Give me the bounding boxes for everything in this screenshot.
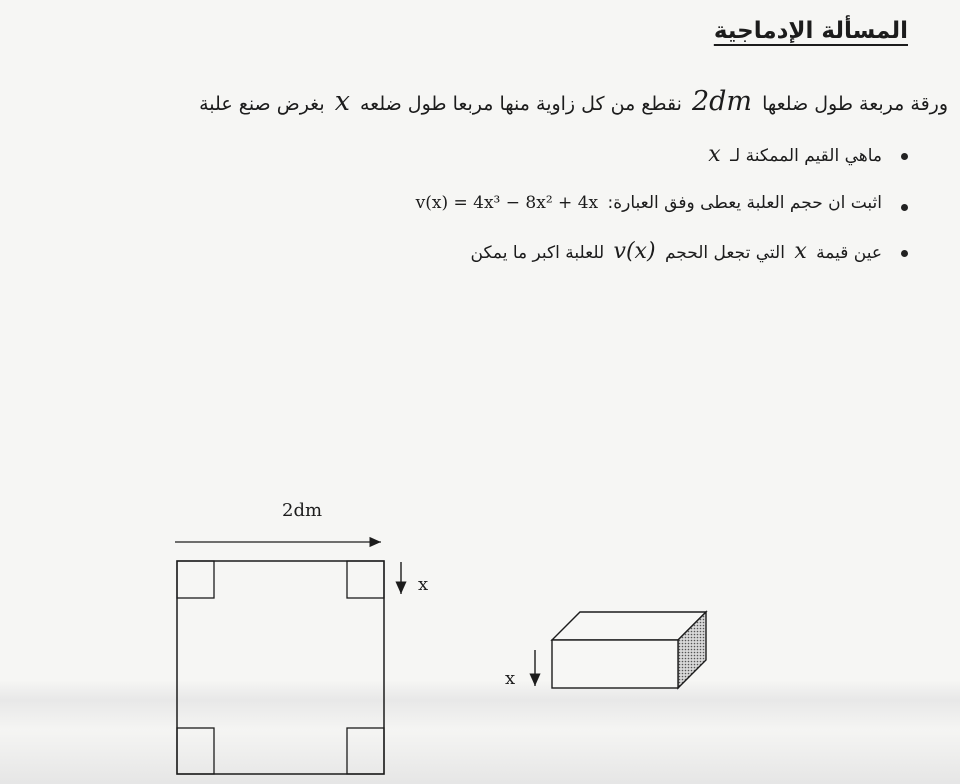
- question-3-text-middle: التي تجعل الحجم: [664, 243, 785, 263]
- volume-formula: v(x) = 4x³ − 8x² + 4x: [415, 193, 599, 213]
- square-sheet-diagram: [175, 500, 428, 774]
- corner-cut-top-left: [177, 561, 214, 598]
- statement-part-2: نقطع من كل زاوية منها مربعا طول ضلعه: [359, 93, 682, 115]
- width-label: 2dm: [282, 500, 323, 521]
- question-1-text: ماهي القيم الممكنة لـ: [730, 146, 882, 166]
- statement-part-3: بغرض صنع علبة: [199, 93, 325, 115]
- problem-title: المسألة الإدماجية: [713, 18, 908, 44]
- open-box-diagram: [505, 612, 706, 689]
- corner-cut-bottom-right: [347, 728, 384, 774]
- box-front-face: [552, 640, 678, 688]
- box-height-label: x: [505, 668, 516, 689]
- variable-x-math: x: [334, 86, 350, 117]
- side-length-math: 2dm: [691, 86, 753, 117]
- question-3-math-vx: v(x): [613, 239, 656, 264]
- square-outline: [177, 561, 384, 774]
- corner-cut-bottom-left: [177, 728, 214, 774]
- question-3-text-before: عين قيمة: [816, 243, 882, 263]
- statement-part-1: ورقة مربعة طول ضلعها: [762, 93, 948, 115]
- question-1-math: x: [708, 142, 721, 167]
- cut-label: x: [418, 574, 429, 595]
- question-3-math-x: x: [794, 239, 807, 264]
- question-3-text-after: للعلبة اكبر ما يمكن: [470, 243, 605, 263]
- corner-cut-top-right: [347, 561, 384, 598]
- question-2-text: اثبت ان حجم العلبة يعطى وفق العبارة:: [607, 193, 882, 213]
